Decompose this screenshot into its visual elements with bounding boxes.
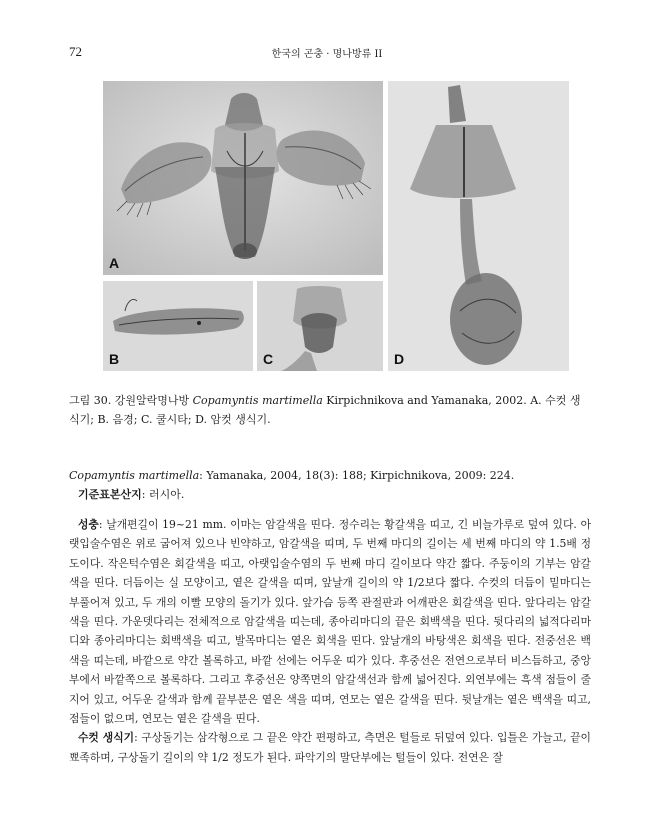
aedeagus-illustration <box>103 281 253 371</box>
figure-caption <box>69 391 591 429</box>
reference-line <box>69 466 591 485</box>
male-genitalia-label: 수컷 생식기 <box>78 731 135 745</box>
caption-rest: Kirpichnikova and Yamanaka, 2002. A. 수컷 생식기; B. 음경; C. 쿨시타; D. 암컷 생식기. <box>69 394 581 426</box>
page-header <box>69 44 585 62</box>
adult-text: : 날개편길이 19~21 mm. 이마는 암갈색을 띤다. 정수리는 황갈색을 띠고, 긴 비늘가루로 덮여 있다. 아랫입술수염은 위로 굽어져 있으나 빈약하고, 암갈색을 띠며, 두 번째 마디의 길이는 세 번째 마디의 약 1.5배 정도이다. 작은턱수염은 회갈색을 띠고, 아랫입술수염의 두 번째 마디 길이보다 약간 짧다. 주둥이의 기부는 암갈색을 띤다. 더듬이는 실 모양이고, 옅은 갈색을 띠며, 앞날개 길이의 약 1/2보다 짧다. 수컷의 더듬이 밑마디는 부풀어져 있고, 두 개의 이빨 모양의 돌기가 있다. 앞가슴 등쪽 관절판과 어깨판은 회갈색을 띤다. 앞다리는 암갈색을 띤다. 가운뎃다리는 전체적으로 암갈색을 띠는데, 종아리마디의 끝은 회백색을 띤다. 뒷다리의 넓적다리마디와 종아리마디는 회백색을 띠고, 발목마디는 옅은 회색을 띤다. 앞날개의 바탕색은 회색을 띤다. 전중선은 백색을 띠는데, 바깥으로 약간 볼록하고, 바깥 선에는 어두운 띠가 있다. 후중선은 전연으로부터 비스듬하고, 중앙부에서 바깥쪽으로 볼록하다. 그리고 후중선은 양쪽면의 암갈색선과 함께 넓어진다. 외연부에는 흑색 점들이 줄지어 있고, 어두운 갈색과 함께 끝부분은 옅은 색을 띠며, 연모는 옅은 갈색을 띤다. 뒷날개는 옅은 백색을 띠고, 점들이 없으며, 연모는 옅은 갈색을 띤다. <box>69 518 591 726</box>
panel-label-a: A <box>109 255 120 271</box>
male-genitalia-illustration <box>103 81 383 275</box>
figure-panel-a <box>103 81 383 275</box>
running-title: 한국의 곤충 · 명나방류 II <box>271 49 383 60</box>
type-locality-label: 기준표본산지 <box>78 488 142 501</box>
description-paragraph-male-genitalia <box>69 728 591 767</box>
culcita-illustration <box>257 281 383 371</box>
caption-species: Copamyntis martimella <box>192 394 323 407</box>
male-genitalia-text: : 구상돌기는 삼각형으로 그 끝은 약간 편평하고, 측면은 털들로 뒤덮여 있다. 입틀은 가늘고, 끝이 뾰족하며, 구상돌기 길이의 약 1/2 정도가 된다. 파악기의 말단부에는 털들이 있다. 전연은 잘 <box>69 731 591 764</box>
figure-panel-d <box>388 81 569 371</box>
adult-label: 성충 <box>78 518 99 531</box>
figure-panel-b <box>103 281 253 371</box>
type-locality-value: : 러시아. <box>141 488 185 501</box>
panel-label-b: B <box>109 351 120 367</box>
description-paragraph-adult <box>69 515 591 728</box>
figure-panel-c <box>257 281 383 371</box>
type-locality <box>78 485 588 504</box>
caption-prefix: 그림 30. 강원알락명나방 <box>69 394 193 407</box>
reference-citation: : Yamanaka, 2004, 18(3): 188; Kirpichnikova, 2009: 224. <box>199 469 515 482</box>
reference-species: Copamyntis martimella <box>69 469 200 482</box>
panel-label-d: D <box>394 351 405 367</box>
description-body <box>69 515 591 767</box>
panel-label-c: C <box>263 351 274 367</box>
female-genitalia-illustration <box>388 81 569 371</box>
page-number: 72 <box>69 44 82 59</box>
